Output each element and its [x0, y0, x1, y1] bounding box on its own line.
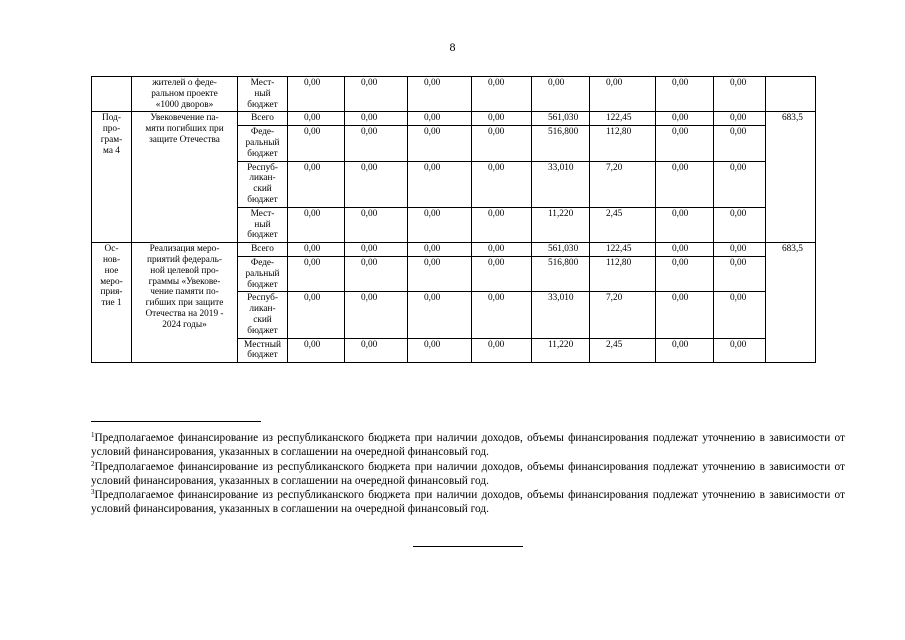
- footnote-mark: 1: [91, 431, 95, 439]
- value-cell: 0,00: [472, 256, 532, 291]
- value-cell: 11,220: [532, 338, 590, 363]
- item-name: Реализация меро- приятий федераль- ной целевой про- граммы «Увекове- чение памяти по- гибших при защите Отечества на 2019 - 2024 годы»: [132, 243, 238, 363]
- value-cell: 0,00: [714, 77, 766, 112]
- value-cell: 561,030: [532, 243, 590, 257]
- value-cell: 0,00: [714, 256, 766, 291]
- value-cell: 0,00: [656, 112, 714, 126]
- footnote-text: Предполагаемое финансирование из республиканского бюджета при наличии доходов, объемы финансирования подлежат уточнению в зависимости от условий финансирования, указанных в соглашении на очередной финансовый год.: [91, 460, 845, 487]
- value-cell: 0,00: [408, 207, 472, 242]
- budget-table: [91, 76, 816, 363]
- value-cell: 0,00: [408, 338, 472, 363]
- value-cell: 0,00: [714, 338, 766, 363]
- value-cell: 0,00: [288, 338, 345, 363]
- footnote: [91, 460, 845, 489]
- value-cell: 0,00: [408, 243, 472, 257]
- value-cell: 0,00: [408, 77, 472, 112]
- value-cell: 0,00: [472, 126, 532, 161]
- value-cell: 0,00: [714, 161, 766, 207]
- value-cell: 122,45: [590, 243, 656, 257]
- value-cell: 0,00: [288, 243, 345, 257]
- funding-source: Респуб- ликан- ский бюджет: [238, 292, 288, 338]
- funding-source: Всего: [238, 112, 288, 126]
- value-cell: 0,00: [345, 243, 408, 257]
- end-of-page-rule: [413, 546, 523, 547]
- value-cell: 0,00: [345, 161, 408, 207]
- value-cell: 0,00: [408, 256, 472, 291]
- value-cell: 0,00: [472, 112, 532, 126]
- value-cell: 0,00: [714, 207, 766, 242]
- value-cell: 0,00: [288, 256, 345, 291]
- value-cell: 0,00: [288, 207, 345, 242]
- value-cell: 516,800: [532, 126, 590, 161]
- value-cell: 0,00: [408, 161, 472, 207]
- section-code: Под- про- грам- ма 4: [92, 112, 132, 243]
- value-cell: 7,20: [590, 292, 656, 338]
- value-cell: 0,00: [345, 256, 408, 291]
- section-code: Ос- нов- ное меро- прия- тие 1: [92, 243, 132, 363]
- funding-source: Респуб- ликан- ский бюджет: [238, 161, 288, 207]
- value-cell: 0,00: [714, 126, 766, 161]
- total-cell: [766, 77, 816, 112]
- value-cell: 0,00: [656, 338, 714, 363]
- funding-source: Феде- ральный бюджет: [238, 126, 288, 161]
- value-cell: 33,010: [532, 161, 590, 207]
- value-cell: 0,00: [472, 207, 532, 242]
- value-cell: 0,00: [714, 112, 766, 126]
- value-cell: 516,800: [532, 256, 590, 291]
- value-cell: 2,45: [590, 207, 656, 242]
- item-name: Увековечение па- мяти погибших при защите Отечества: [132, 112, 238, 243]
- value-cell: 0,00: [714, 243, 766, 257]
- value-cell: 0,00: [656, 292, 714, 338]
- value-cell: 0,00: [288, 161, 345, 207]
- footnote-mark: 3: [91, 488, 95, 497]
- value-cell: 0,00: [345, 338, 408, 363]
- value-cell: 0,00: [656, 256, 714, 291]
- funding-source: Феде- ральный бюджет: [238, 256, 288, 291]
- value-cell: 0,00: [408, 112, 472, 126]
- table-row: [92, 243, 816, 257]
- value-cell: 11,220: [532, 207, 590, 242]
- value-cell: 0,00: [472, 292, 532, 338]
- funding-source: Мест- ный бюджет: [238, 207, 288, 242]
- table-row: [92, 112, 816, 126]
- value-cell: 0,00: [288, 112, 345, 126]
- value-cell: 0,00: [532, 77, 590, 112]
- value-cell: 122,45: [590, 112, 656, 126]
- value-cell: 0,00: [714, 292, 766, 338]
- footnote-mark: 2: [91, 459, 95, 468]
- funding-source: Всего: [238, 243, 288, 257]
- value-cell: 561,030: [532, 112, 590, 126]
- value-cell: 0,00: [472, 243, 532, 257]
- value-cell: 0,00: [345, 77, 408, 112]
- table-body: [92, 77, 816, 363]
- value-cell: 0,00: [590, 77, 656, 112]
- value-cell: 0,00: [345, 112, 408, 126]
- value-cell: 0,00: [656, 243, 714, 257]
- total-cell: 683,5: [766, 112, 816, 243]
- value-cell: 0,00: [472, 161, 532, 207]
- value-cell: 33,010: [532, 292, 590, 338]
- section-code: [92, 77, 132, 112]
- footnotes: [91, 431, 845, 517]
- value-cell: 2,45: [590, 338, 656, 363]
- value-cell: 0,00: [408, 126, 472, 161]
- footnote-text: Предполагаемое финансирование из республиканского бюджета при наличии доходов, объемы финансирования подлежат уточнению в зависимости от условий финансирования, указанных в соглашении на очередной финансовый год.: [91, 489, 845, 516]
- value-cell: 0,00: [656, 161, 714, 207]
- footnote-separator: [91, 421, 261, 422]
- page-number: 8: [449, 40, 456, 54]
- value-cell: 0,00: [472, 77, 532, 112]
- value-cell: 0,00: [345, 126, 408, 161]
- value-cell: 0,00: [408, 292, 472, 338]
- footnote: [91, 431, 845, 460]
- footnote: [91, 488, 845, 517]
- item-name: жителей о феде- ральном проекте «1000 дворов»: [132, 77, 238, 112]
- funding-source: Мест- ный бюджет: [238, 77, 288, 112]
- table-row: [92, 77, 816, 112]
- value-cell: 0,00: [345, 207, 408, 242]
- value-cell: 0,00: [472, 338, 532, 363]
- funding-source: Местный бюджет: [238, 338, 288, 363]
- value-cell: 0,00: [288, 77, 345, 112]
- value-cell: 0,00: [288, 292, 345, 338]
- value-cell: 0,00: [288, 126, 345, 161]
- footnote-text: Предполагаемое финансирование из республиканского бюджета при наличии доходов, объемы финансирования подлежат уточнению в зависимости от условий финансирования, указанных в соглашении на очередной финансовый год.: [91, 432, 845, 459]
- value-cell: 0,00: [656, 77, 714, 112]
- value-cell: 0,00: [656, 126, 714, 161]
- value-cell: 112,80: [590, 256, 656, 291]
- value-cell: 0,00: [656, 207, 714, 242]
- value-cell: 112,80: [590, 126, 656, 161]
- total-cell: 683,5: [766, 243, 816, 363]
- value-cell: 7,20: [590, 161, 656, 207]
- value-cell: 0,00: [345, 292, 408, 338]
